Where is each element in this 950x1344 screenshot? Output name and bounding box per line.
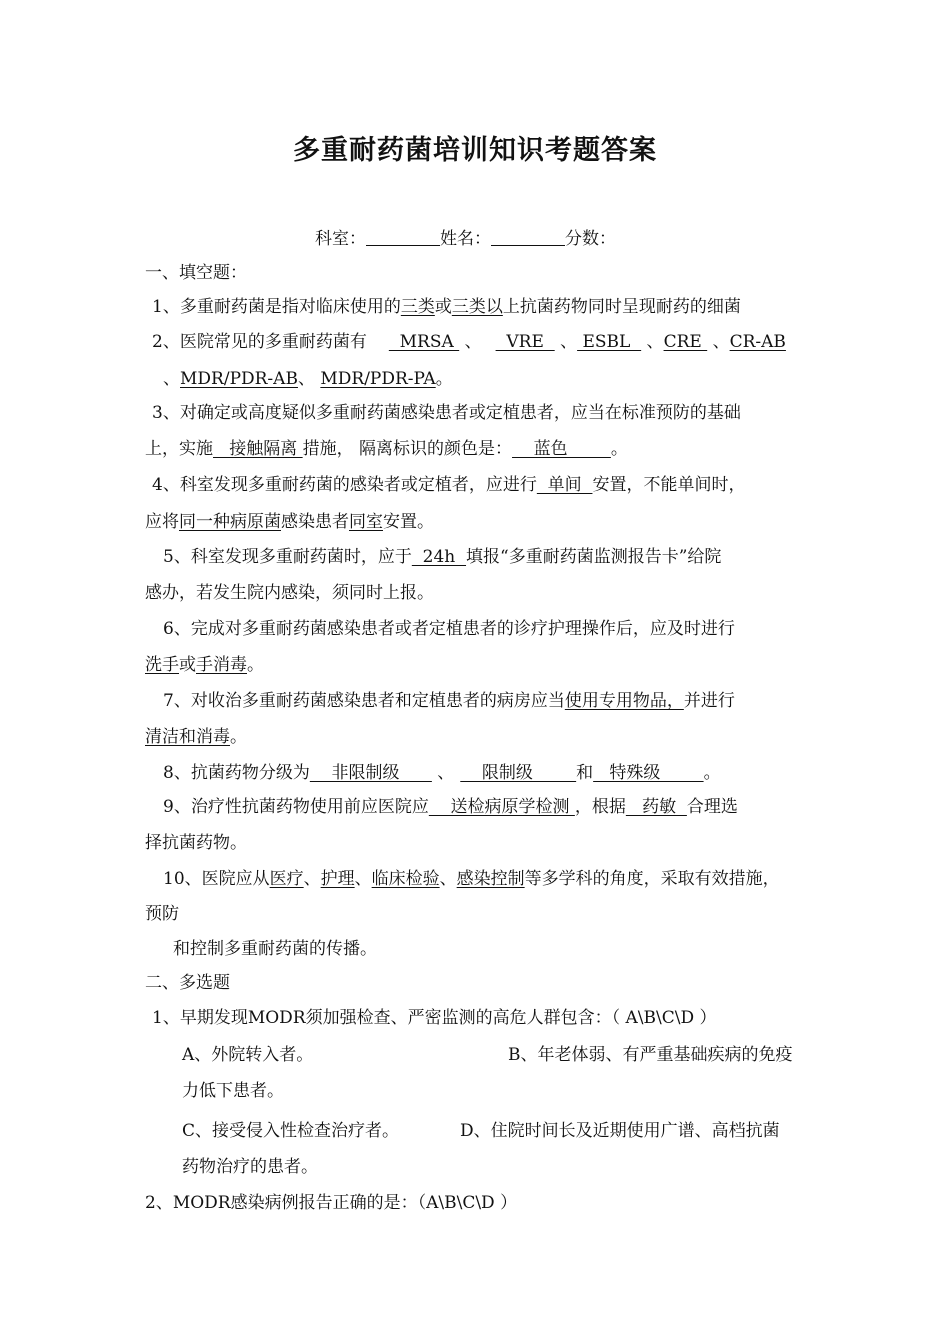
answer: CRE: [663, 332, 708, 352]
mc-question-2: 2、MODR感染病例报告正确的是：（A\B\C\D ）: [145, 1193, 518, 1213]
answer: 洗手: [145, 655, 179, 675]
dept-blank[interactable]: [366, 229, 440, 246]
question-1-4-cont: 应将同一种病原菌感染患者同室安置。: [145, 512, 434, 532]
answer: ESBL: [577, 332, 642, 352]
question-1-5: 5、科室发现多重耐药菌时，应于 24h 填报“多重耐药菌监测报告卡”给院: [163, 547, 722, 567]
question-1-10-cont: 预防: [145, 904, 179, 924]
mc-option-c: C、接受侵入性检查治疗者。: [182, 1121, 400, 1141]
question-1-9: 9、治疗性抗菌药物使用前应医院应 送检病原学检测 ，根据 药敏 合理选: [163, 797, 738, 817]
answer: 使用专用物品，: [564, 691, 684, 711]
question-1-9-cont: 择抗菌药物。: [145, 833, 247, 853]
question-1-6: 6、完成对多重耐药菌感染患者或者定植患者的诊疗护理操作后，应及时进行: [163, 619, 735, 639]
section2-heading: 二、多选题: [145, 973, 230, 993]
answer: 感染控制: [456, 869, 525, 889]
mc-option-b: B、年老体弱、有严重基础疾病的免疫: [508, 1045, 793, 1065]
answer: MDR/PDR-PA: [320, 369, 436, 389]
answer: 同一种病原菌: [179, 512, 281, 532]
answer: 24h: [411, 547, 467, 567]
question-1-10: 10、医院应从医疗、护理、临床检验、感染控制等多学科的角度，采取有效措施，: [163, 869, 780, 889]
question-1-2-cont: 、MDR/PDR-AB、 MDR/PDR-PA。: [163, 369, 453, 389]
question-1-8: 8、抗菌药物分级为 非限制级 、 限制级 和 特殊级 。: [163, 763, 721, 783]
question-1-3: 3、对确定或高度疑似多重耐药菌感染患者或定植患者，应当在标准预防的基础: [152, 403, 741, 423]
question-1-2: 2、医院常见的多重耐药菌有 MRSA 、 VRE 、 ESBL 、CRE 、CR-AB: [152, 332, 786, 352]
mc-option-b-cont: 力低下患者。: [182, 1081, 284, 1101]
answer: 限制级: [460, 763, 577, 783]
mc-option-d: D、住院时间长及近期使用广谱、高档抗菌: [460, 1121, 780, 1141]
answer: 非限制级: [309, 763, 432, 783]
answer: 医疗: [269, 869, 304, 889]
name-label: 姓名：: [440, 229, 491, 249]
answer: 送检病原学检测: [428, 797, 575, 817]
section1-heading: 一、填空题：: [145, 263, 247, 283]
answer: 临床检验: [371, 869, 440, 889]
answer: 护理: [320, 869, 355, 889]
answer: 特殊级: [593, 763, 704, 783]
question-1-6-cont: 洗手或手消毒。: [145, 655, 264, 675]
mc-option-d-cont: 药物治疗的患者。: [182, 1157, 318, 1177]
answer: 同室: [349, 512, 383, 532]
answer: 接触隔离: [213, 439, 303, 459]
page-title: 多重耐药菌培训知识考题答案: [293, 135, 657, 166]
answer: 清洁和消毒: [145, 727, 230, 747]
answer: MDR/PDR-AB: [180, 369, 298, 389]
question-1-1: 1、多重耐药菌是指对临床使用的三类或三类以上抗菌药物同时呈现耐药的细菌: [152, 297, 741, 317]
answer: MRSA: [388, 332, 460, 352]
question-1-7: 7、对收治多重耐药菌感染患者和定植患者的病房应当使用专用物品，并进行: [163, 691, 735, 711]
answer: 三类以: [451, 297, 503, 317]
dept-label: 科室：: [315, 229, 366, 249]
score-label: 分数：: [565, 229, 616, 249]
answer: 单间: [536, 475, 593, 495]
question-1-4: 4、科室发现多重耐药菌的感染者或定植者，应进行 单间 安置，不能单间时，: [152, 475, 746, 495]
question-1-3-cont: 上，实施 接触隔离 措施， 隔离标识的颜色是： 蓝色 。: [145, 439, 628, 459]
exam-header: [315, 228, 616, 250]
question-1-7-cont: 清洁和消毒。: [145, 727, 247, 747]
mc-option-a: A、外院转入者。: [182, 1045, 314, 1065]
answer: 蓝色: [512, 439, 611, 459]
answer: 药敏: [625, 797, 687, 817]
question-1-5-cont: 感办，若发生院内感染，须同时上报。: [145, 583, 434, 603]
answer: CR-AB: [729, 332, 786, 352]
question-1-10-cont2: 和控制多重耐药菌的传播。: [173, 939, 377, 959]
answer: 手消毒: [196, 655, 247, 675]
answer: 三类: [400, 297, 435, 317]
mc-question-1: 1、早期发现MODR须加强检查、严密监测的高危人群包含：（ A\B\C\D ）: [152, 1008, 717, 1028]
answer: VRE: [495, 332, 555, 352]
name-blank[interactable]: [491, 229, 565, 246]
